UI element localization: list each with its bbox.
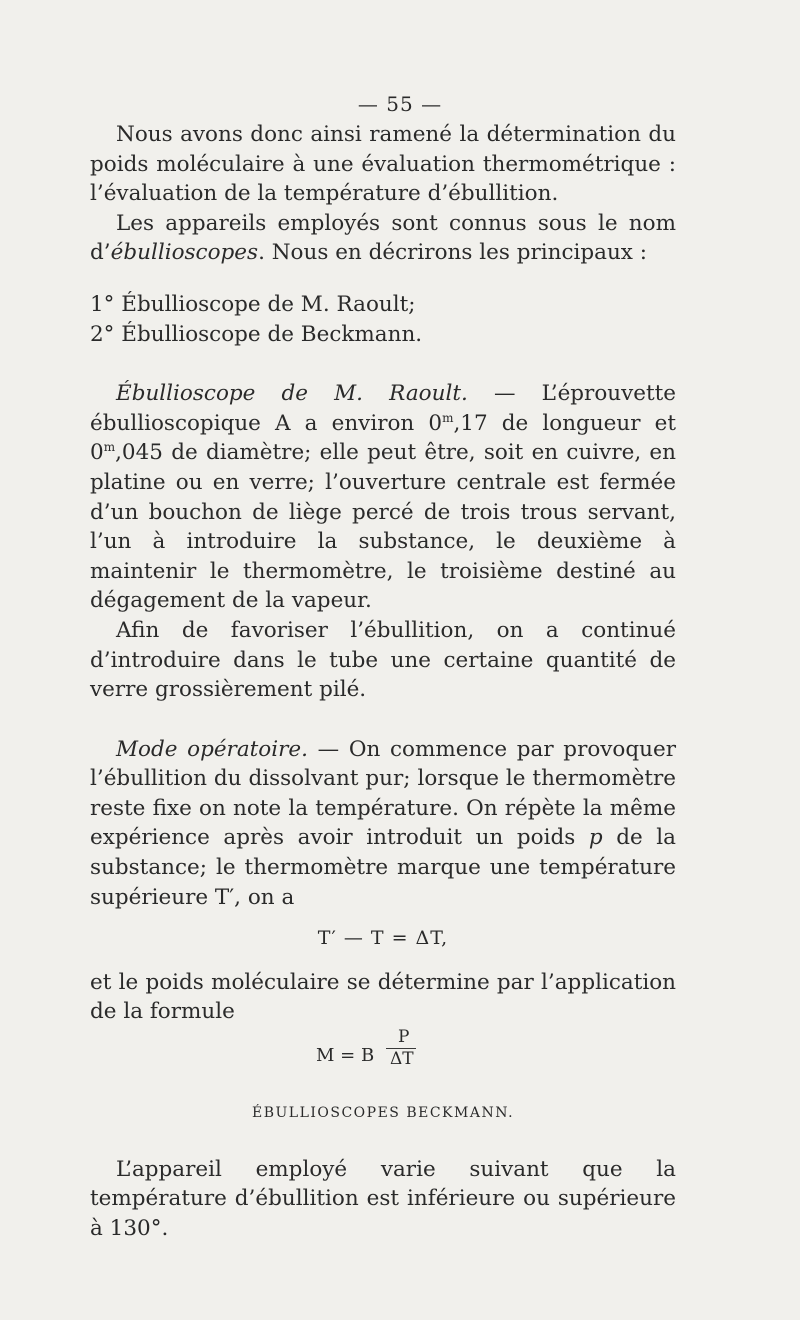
paragraph-mode-text-b: de la substance; le thermomètre marque une température supérieure T′, on a — [90, 825, 676, 910]
paragraph-raoult-text-a: L’éprouvette ébullioscopique A a environ 0 — [90, 381, 676, 436]
section-title-raoult: Ébullioscope de M. Raoult. — [116, 381, 468, 407]
paragraph-2 — [90, 209, 676, 268]
formula-molecular-weight — [90, 1027, 676, 1069]
dash: — — [467, 381, 542, 407]
dash: — — [307, 736, 349, 762]
paragraph-mode-text-a: On commence par provoquer l’ébullition du dissolvant pur; lorsque le thermomètre reste fixe on note la température. On répète la même expérience après avoir introduit un poids — [90, 736, 676, 851]
section-title-mode: Mode opératoire. — [116, 736, 308, 762]
list-item-beckmann: 2° Ébullioscope de Beckmann. — [90, 321, 423, 347]
section-heading-beckmann: ÉBULLIOSCOPES BECKMANN. — [251, 1105, 515, 1122]
formula-lhs: M = B — [316, 1045, 375, 1067]
formula-numerator: P — [398, 1027, 410, 1048]
unit-meter: m — [442, 410, 454, 425]
page-number: — 55 — — [357, 92, 443, 116]
variable-p: p — [588, 825, 603, 851]
paragraph-raoult-text-c: ,045 de diamètre; elle peut être, soit en cuivre, en platine ou en verre; l’ouverture centrale est fermée d’un bouchon de liège percé de trois trous servant, l’un à introduire la substance, le deuxième à maintenir le thermomètre, le troisième destiné au dégagement de la vapeur. — [90, 440, 676, 614]
unit-meter: m — [103, 440, 116, 455]
paragraph-raoult — [90, 379, 676, 616]
paragraph-2-text-a: Les appareils employés sont connus sous le nom d’ — [90, 210, 676, 266]
paragraph-appareil: L’appareil employé varie suivant que la température d’ébullition est inférieure ou supérieure à 130°. — [90, 1156, 676, 1241]
paragraph-afin: Afin de favoriser l’ébullition, on a continué d’introduire dans le tube une certaine quantité de verre grossièrement pilé. — [90, 617, 676, 703]
list-item-raoult: 1° Ébullioscope de M. Raoult; — [90, 291, 416, 317]
paragraph-raoult-text-b: ,17 de longueur et 0 — [90, 410, 677, 466]
paragraph-formule: et le poids moléculaire se détermine par l’application de la formule — [90, 969, 676, 1025]
paragraph-1: Nous avons donc ainsi ramené la détermination du poids moléculaire à une évaluation thermométrique : l’évaluation de la température d’ébullition. — [90, 122, 676, 207]
formula-denominator: ΔT — [390, 1049, 414, 1070]
equation-delta-t: T′ — T = ΔT, — [317, 927, 449, 950]
page-body — [90, 120, 676, 1243]
paragraph-mode — [90, 735, 676, 913]
ebullioscopes-term: ébullioscopes — [110, 240, 259, 266]
paragraph-2-text-b: . Nous en décrirons les principaux : — [258, 240, 648, 266]
